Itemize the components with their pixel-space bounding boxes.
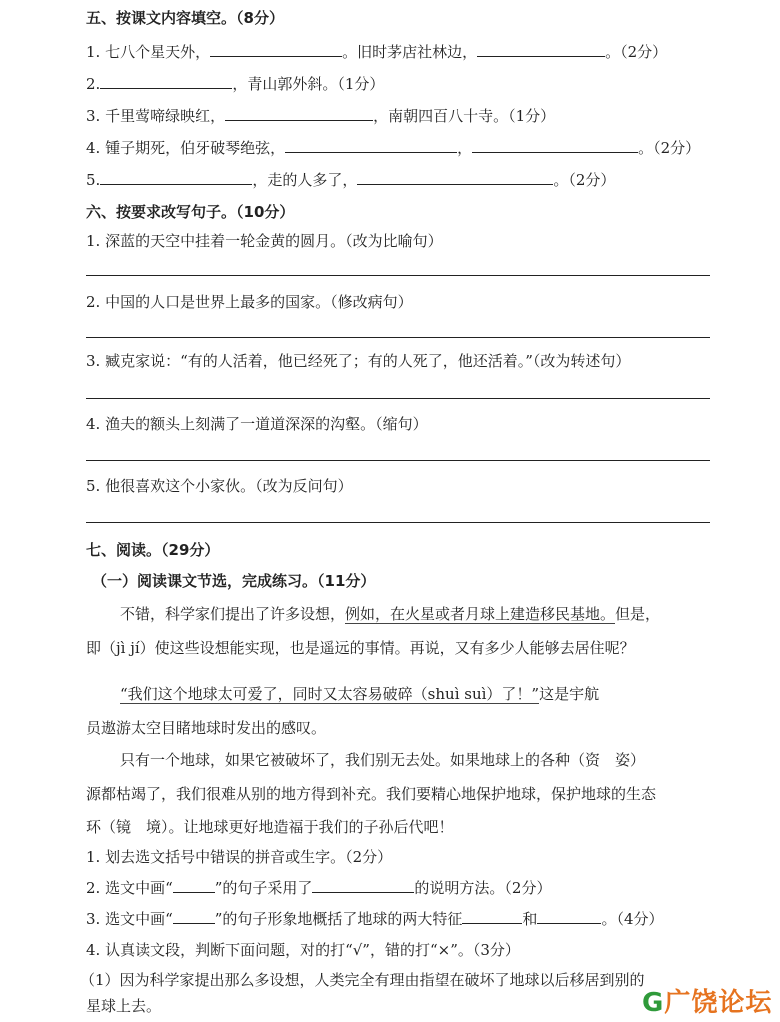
line-style-blank[interactable] <box>173 878 215 893</box>
passage-text: 不错，科学家们提出了许多设想， <box>120 605 346 623</box>
answer-blank[interactable] <box>100 170 252 185</box>
passage-line-1 <box>120 604 660 624</box>
answer-blank[interactable] <box>477 42 605 57</box>
answer-blank[interactable] <box>472 138 638 153</box>
exercise-4-item-1-cont: 星球上去。 <box>86 997 162 1015</box>
s5-q3-text-b: ，南朝四百八十寺。（1分） <box>373 107 556 125</box>
answer-line[interactable] <box>86 460 710 461</box>
s6-question-1: 1. 深蓝的天空中挂着一轮金黄的圆月。（改为比喻句） <box>86 232 443 250</box>
exercise-text: 2. 选文中画“ <box>86 879 173 897</box>
section-5-heading: 五、按课文内容填空。（8分） <box>86 9 284 27</box>
answer-line[interactable] <box>86 337 710 338</box>
s5-q5-text-b: ，走的人多了， <box>252 171 358 189</box>
answer-line[interactable] <box>86 398 710 399</box>
passage-line-4: 员遨游太空目睹地球时发出的感叹。 <box>86 719 327 737</box>
s6-question-4: 4. 渔夫的额头上刻满了一道道深深的沟壑。（缩句） <box>86 415 428 433</box>
passage-text: 这是宇航 <box>539 685 600 703</box>
underlined-sentence: “我们这个地球太可爱了，同时又太容易破碎（shuì suì）了！” <box>120 685 540 703</box>
passage-line-5: 只有一个地球，如果它被破坏了，我们别无去处。如果地球上的各种（资 姿） <box>120 751 646 769</box>
s5-q1-text-a: 1. 七八个星天外， <box>86 43 211 61</box>
s5-q1-text-b: 。旧时茅店社林边， <box>342 43 478 61</box>
exercise-text: 3. 选文中画“ <box>86 910 173 928</box>
s5-question-4 <box>86 138 700 158</box>
line-style-blank[interactable] <box>173 909 215 924</box>
s5-q5-text-c: 。（2分） <box>553 171 616 189</box>
answer-blank[interactable] <box>100 74 232 89</box>
s5-question-1 <box>86 42 667 62</box>
exercise-text: 的说明方法。（2分） <box>414 879 552 897</box>
section-7-heading: 七、阅读。（29分） <box>86 541 220 559</box>
passage-line-2: 即（jì jí）使这些设想能实现，也是遥远的事情。再说，又有多少人能够去居住呢？ <box>86 639 635 657</box>
exercise-2 <box>86 878 551 898</box>
s5-question-2 <box>86 74 384 94</box>
passage-text: 但是， <box>615 605 661 623</box>
s5-question-5 <box>86 170 615 190</box>
s5-q3-text-a: 3. 千里莺啼绿映红， <box>86 107 226 125</box>
answer-blank[interactable] <box>312 878 414 893</box>
s5-q4-text-c: 。（2分） <box>638 139 701 157</box>
s5-q2-text-a: 2. <box>86 75 101 93</box>
passage-line-6: 源都枯竭了，我们很难从别的地方得到补充。我们要精心地保护地球，保护地球的生态 <box>86 785 657 803</box>
s5-question-3 <box>86 106 555 126</box>
exercise-text: 。（4分） <box>601 910 664 928</box>
answer-blank[interactable] <box>357 170 553 185</box>
answer-blank[interactable] <box>537 909 601 924</box>
answer-line[interactable] <box>86 275 710 276</box>
s6-question-3: 3. 臧克家说：“有的人活着，他已经死了；有的人死了，他还活着。”（改为转述句） <box>86 352 631 370</box>
passage-line-3 <box>120 684 599 704</box>
underlined-sentence: 例如，在火星或者月球上建造移民基地。 <box>345 605 616 623</box>
reading-subheading: （一）阅读课文节选，完成练习。（11分） <box>92 572 376 590</box>
answer-blank[interactable] <box>462 909 522 924</box>
answer-blank[interactable] <box>285 138 457 153</box>
exercise-4: 4. 认真读文段，判断下面问题，对的打“√”，错的打“×”。（3分） <box>86 941 520 959</box>
s5-q4-text-a: 4. 锺子期死，伯牙破琴绝弦， <box>86 139 286 157</box>
s6-question-2: 2. 中国的人口是世界上最多的国家。（修改病句） <box>86 293 413 311</box>
exercise-1: 1. 划去选文括号中错误的拼音或生字。（2分） <box>86 848 393 866</box>
exercise-text: ”的句子形象地概括了地球的两大特征 <box>214 910 463 928</box>
s5-q5-text-a: 5. <box>86 171 101 189</box>
watermark-g: G <box>642 988 665 1018</box>
watermark-logo <box>642 982 772 1019</box>
answer-blank[interactable] <box>210 42 342 57</box>
s5-q1-text-c: 。（2分） <box>605 43 668 61</box>
exercise-text: 和 <box>522 910 538 928</box>
s6-question-5: 5. 他很喜欢这个小家伙。（改为反问句） <box>86 477 353 495</box>
passage-line-7: 环（镜 境）。让地球更好地造福于我们的子孙后代吧！ <box>86 818 454 836</box>
exercise-3 <box>86 909 663 929</box>
answer-blank[interactable] <box>225 106 373 121</box>
exercise-text: ”的句子采用了 <box>214 879 313 897</box>
s5-q2-text-b: ，青山郭外斜。（1分） <box>232 75 385 93</box>
answer-line[interactable] <box>86 522 710 523</box>
section-6-heading: 六、按要求改写句子。（10分） <box>86 203 295 221</box>
s5-q4-text-b: ， <box>457 139 473 157</box>
watermark-text: 广饶论坛 <box>664 988 773 1018</box>
exercise-4-item-1: （1）因为科学家提出那么多设想，人类完全有理由指望在破坏了地球以后移居到别的 <box>80 971 645 989</box>
